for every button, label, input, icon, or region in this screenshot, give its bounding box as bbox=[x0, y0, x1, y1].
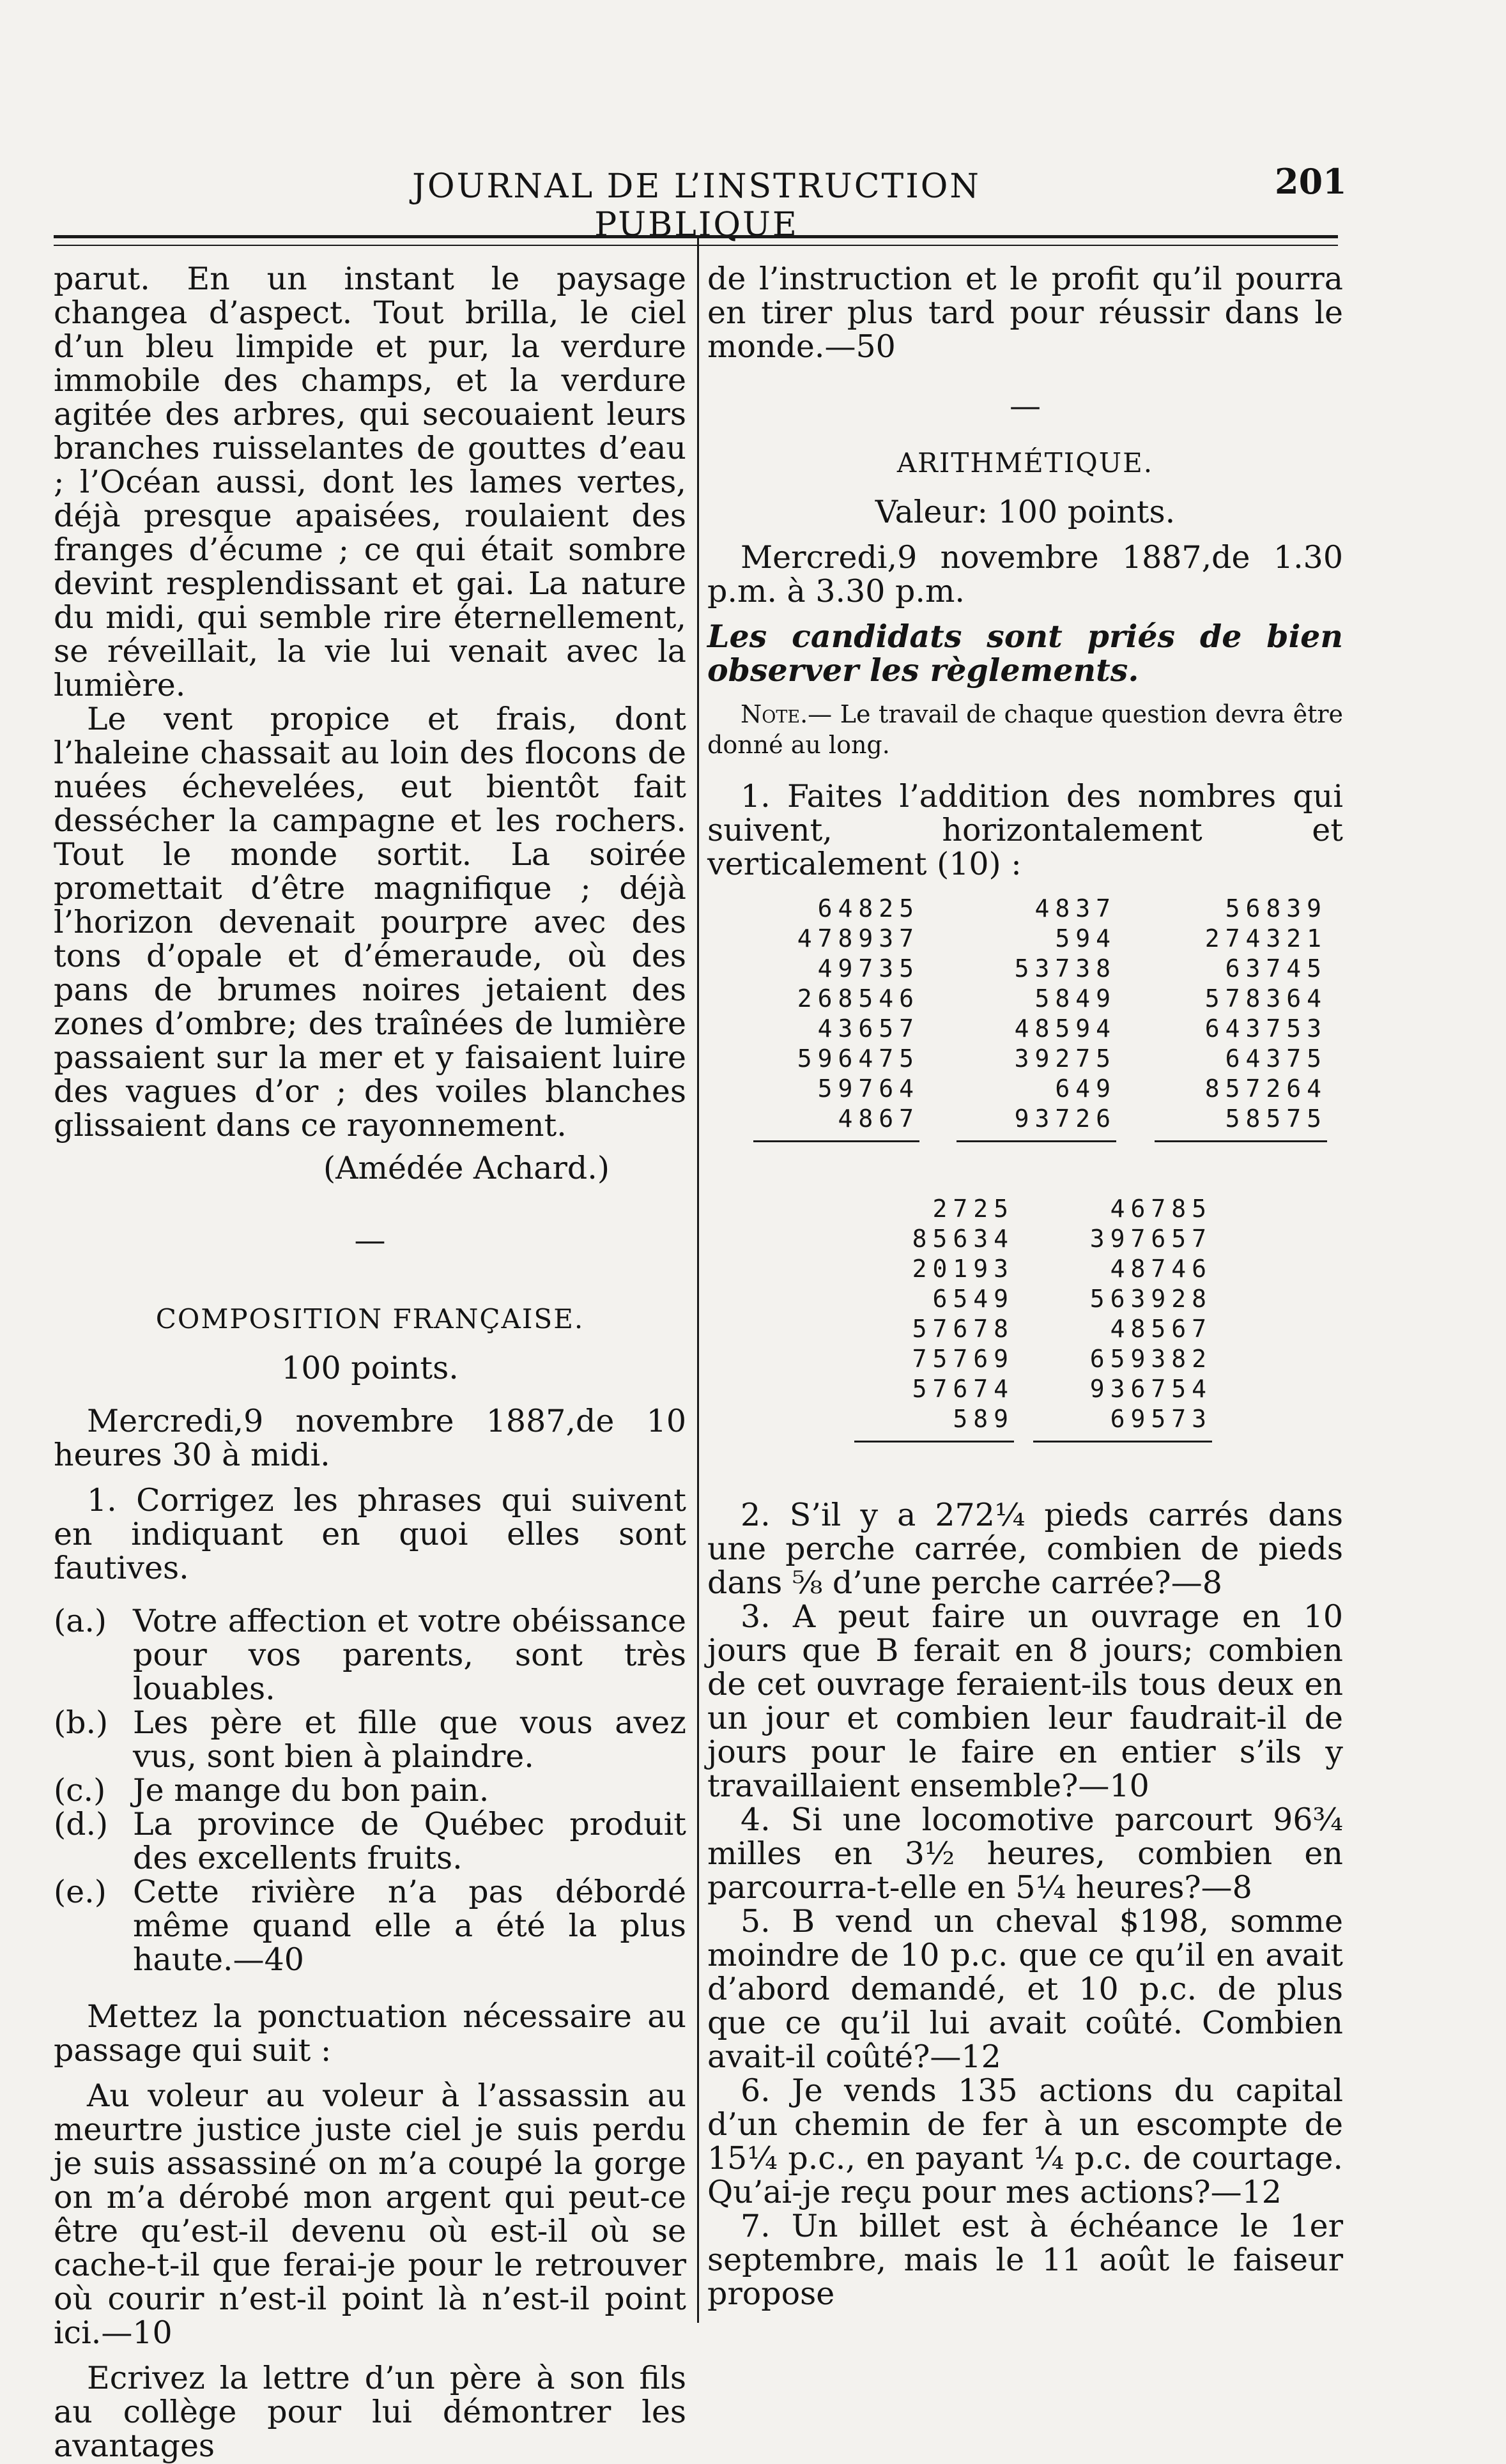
header-rule-thin bbox=[54, 245, 1338, 246]
candidates-note: Les candidats sont priés de bien observer les règlements. bbox=[707, 618, 1343, 689]
table-number: 274321 bbox=[1204, 924, 1327, 953]
table-number: 2725 bbox=[932, 1195, 1014, 1223]
number-column bbox=[753, 894, 919, 1142]
number-column bbox=[957, 894, 1116, 1142]
sum-rule bbox=[957, 1140, 1116, 1142]
table-number: 578364 bbox=[1204, 984, 1327, 1013]
table-number: 48567 bbox=[1110, 1315, 1212, 1343]
table-number: 43657 bbox=[817, 1014, 919, 1043]
sum-rule bbox=[854, 1441, 1014, 1442]
header-rule-thick bbox=[54, 235, 1338, 238]
list-item: (b.) Les père et fille que vous avez vus, sont bien à plaindre. bbox=[54, 1704, 686, 1775]
table-number: 56839 bbox=[1225, 894, 1327, 922]
left-column bbox=[54, 262, 686, 2463]
sum-rule bbox=[1155, 1140, 1327, 1142]
table-number: 857264 bbox=[1204, 1075, 1327, 1103]
question-7: 7. Un billet est à échéance le 1er septembre, mais le 11 août le faiseur propose bbox=[707, 2208, 1343, 2312]
section-heading-arithmetic: ARITHMÉTIQUE. bbox=[896, 447, 1154, 478]
work-note bbox=[707, 699, 1343, 760]
number-column bbox=[1155, 894, 1327, 1142]
table-number: 69573 bbox=[1110, 1405, 1212, 1433]
table-number: 64825 bbox=[817, 894, 919, 922]
paragraph-story-wind: Le vent propice et frais, dont l’haleine chassait au loin des flocons de nuées échevelées, eut bientôt fait dessécher la campagne et les rochers. Tout le monde sortit. La soirée promettait d’être magnifique ; déjà l’horizon devenait pourpre avec des tons d’opale et d’émeraude, où des pans de brumes noires jetaient des zones d’ombre; des traînées de lumière passaient sur la mer et y faisaient luire des vagues d’or ; des voiles blanches glissaient dans ce rayonnement. bbox=[54, 701, 686, 1144]
table-number: 4837 bbox=[1034, 894, 1116, 922]
number-column bbox=[1033, 1194, 1212, 1442]
column-divider bbox=[697, 238, 699, 2323]
note-text: Le travail de chaque question devra être donné au long. bbox=[707, 700, 1343, 759]
sum-rule bbox=[753, 1140, 919, 1142]
table-number: 659382 bbox=[1089, 1345, 1212, 1373]
punctuation-instruction: Mettez la ponctuation nécessaire au passage qui suit : bbox=[54, 1998, 686, 2069]
table-number: 6549 bbox=[932, 1285, 1014, 1313]
right-column bbox=[707, 262, 1343, 2311]
table-number: 48746 bbox=[1110, 1255, 1212, 1283]
points-line: 100 points. bbox=[281, 1350, 459, 1386]
table-number: 589 bbox=[953, 1405, 1014, 1433]
table-number: 85634 bbox=[912, 1225, 1014, 1253]
addition-table-2 bbox=[707, 1194, 1343, 1462]
table-number: 4867 bbox=[838, 1105, 919, 1133]
question-1-composition: 1. Corrigez les phrases qui suivent en indiquant en quoi elles sont fautives. bbox=[54, 1482, 686, 1586]
value-line: Valeur: 100 points. bbox=[875, 494, 1176, 530]
table-number: 649 bbox=[1055, 1075, 1116, 1103]
question-4: 4. Si une locomotive parcourt 96¾ milles en 3½ heures, combien en parcourra-t-elle en 5¼ heures?—8 bbox=[707, 1802, 1343, 1906]
question-2: 2. S’il y a 272¼ pieds carrés dans une perche carrée, combien de pieds dans ⅝ d’une perche carrée?—8 bbox=[707, 1497, 1343, 1601]
question-1-addition: 1. Faites l’addition des nombres qui suivent, horizontalement et verticalement (10) : bbox=[707, 778, 1343, 882]
table-number: 59764 bbox=[817, 1075, 919, 1103]
addition-table-1 bbox=[707, 894, 1343, 1162]
table-number: 20193 bbox=[912, 1255, 1014, 1283]
table-number: 5849 bbox=[1034, 984, 1116, 1013]
page-number: 201 bbox=[1275, 161, 1347, 202]
question-5: 5. B vend un cheval $198, somme moindre de 10 p.c. que ce qu’il en avait d’abord demandé, et 10 p.c. de plus que ce qu’il lui avait coûté. Combien avait-il coûté?—12 bbox=[707, 1903, 1343, 2075]
table-number: 594 bbox=[1055, 924, 1116, 953]
table-number: 58575 bbox=[1225, 1105, 1327, 1133]
section-separator: — bbox=[1010, 388, 1041, 424]
letter-instruction: Ecrivez la lettre d’un père à son fils au collège pour lui démontrer les avantages bbox=[54, 2360, 686, 2464]
list-item: (d.) La province de Québec produit des excellents fruits. bbox=[54, 1806, 686, 1876]
table-number: 39275 bbox=[1014, 1045, 1116, 1073]
table-number: 93726 bbox=[1014, 1105, 1116, 1133]
section-heading-composition: COMPOSITION FRANÇAISE. bbox=[155, 1303, 585, 1335]
sum-rule bbox=[1033, 1441, 1212, 1442]
table-number: 268546 bbox=[797, 984, 919, 1013]
list-item: (c.) Je mange du bon pain. bbox=[54, 1772, 489, 1809]
table-number: 936754 bbox=[1089, 1375, 1212, 1403]
table-number: 478937 bbox=[797, 924, 919, 953]
correction-list bbox=[54, 1604, 686, 1977]
question-3: 3. A peut faire un ouvrage en 10 jours que B ferait en 8 jours; combien de cet ouvrage feraient-ils tous deux en un jour et combien leur faudrait-il de jours pour le faire en entier s’ils y travaillaient ensemble?—10 bbox=[707, 1598, 1343, 1804]
exam-date: Mercredi,9 novembre 1887,de 1.30 p.m. à 3.30 p.m. bbox=[707, 539, 1343, 609]
table-number: 643753 bbox=[1204, 1014, 1327, 1043]
attribution: (Amédée Achard.) bbox=[323, 1150, 610, 1186]
list-item: (e.) Cette rivière n’a pas débordé même quand elle a été la plus haute.—40 bbox=[54, 1874, 686, 1978]
running-header-title: JOURNAL DE L’INSTRUCTION PUBLIQUE bbox=[412, 167, 981, 244]
table-number: 53738 bbox=[1014, 954, 1116, 983]
punctuation-passage: Au voleur au voleur à l’assassin au meurtre justice juste ciel je suis perdu je suis assassiné on m’a coupé la gorge on m’a dérobé mon argent qui peut-ce être qu’est-il devenu où est-il où se cache-t-il que ferai-je pour le retrouver où courir n’est-il point là n’est-il point ici.—10 bbox=[54, 2078, 686, 2351]
paragraph-continued: de l’instruction et le profit qu’il pourra en tirer plus tard pour réussir dans le monde.—50 bbox=[707, 261, 1343, 365]
number-column bbox=[854, 1194, 1014, 1442]
list-item: (a.) Votre affection et votre obéissance pour vos parents, sont très louables. bbox=[54, 1603, 686, 1707]
question-6: 6. Je vends 135 actions du capital d’un chemin de fer à un escompte de 15¼ p.c., en payant ¼ p.c. de courtage. Qu’ai-je reçu pour mes actions?—12 bbox=[707, 2072, 1343, 2210]
exam-date: Mercredi,9 novembre 1887,de 10 heures 30 à midi. bbox=[54, 1403, 686, 1473]
paragraph-story-end: parut. En un instant le paysage changea d’aspect. Tout brilla, le ciel d’un bleu limpide et pur, la verdure immobile des champs, et la verdure agitée des arbres, qui secouaient leurs branches ruisselantes de gouttes d’eau ; l’Océan aussi, dont les lames vertes, déjà presque apaisées, roulaient des franges d’écume ; ce qui était sombre devint resplendissant et gai. La nature du midi, qui semble rire éternellement, se réveillait, la vie lui venait avec la lumière. bbox=[54, 261, 686, 703]
table-number: 563928 bbox=[1089, 1285, 1212, 1313]
table-number: 48594 bbox=[1014, 1014, 1116, 1043]
section-separator: — bbox=[354, 1222, 386, 1259]
table-number: 596475 bbox=[797, 1045, 919, 1073]
note-label: Note.— bbox=[741, 700, 833, 728]
table-number: 397657 bbox=[1089, 1225, 1212, 1253]
table-number: 75769 bbox=[912, 1345, 1014, 1373]
table-number: 63745 bbox=[1225, 954, 1327, 983]
table-number: 46785 bbox=[1110, 1195, 1212, 1223]
table-number: 64375 bbox=[1225, 1045, 1327, 1073]
table-number: 57678 bbox=[912, 1315, 1014, 1343]
table-number: 57674 bbox=[912, 1375, 1014, 1403]
table-number: 49735 bbox=[817, 954, 919, 983]
